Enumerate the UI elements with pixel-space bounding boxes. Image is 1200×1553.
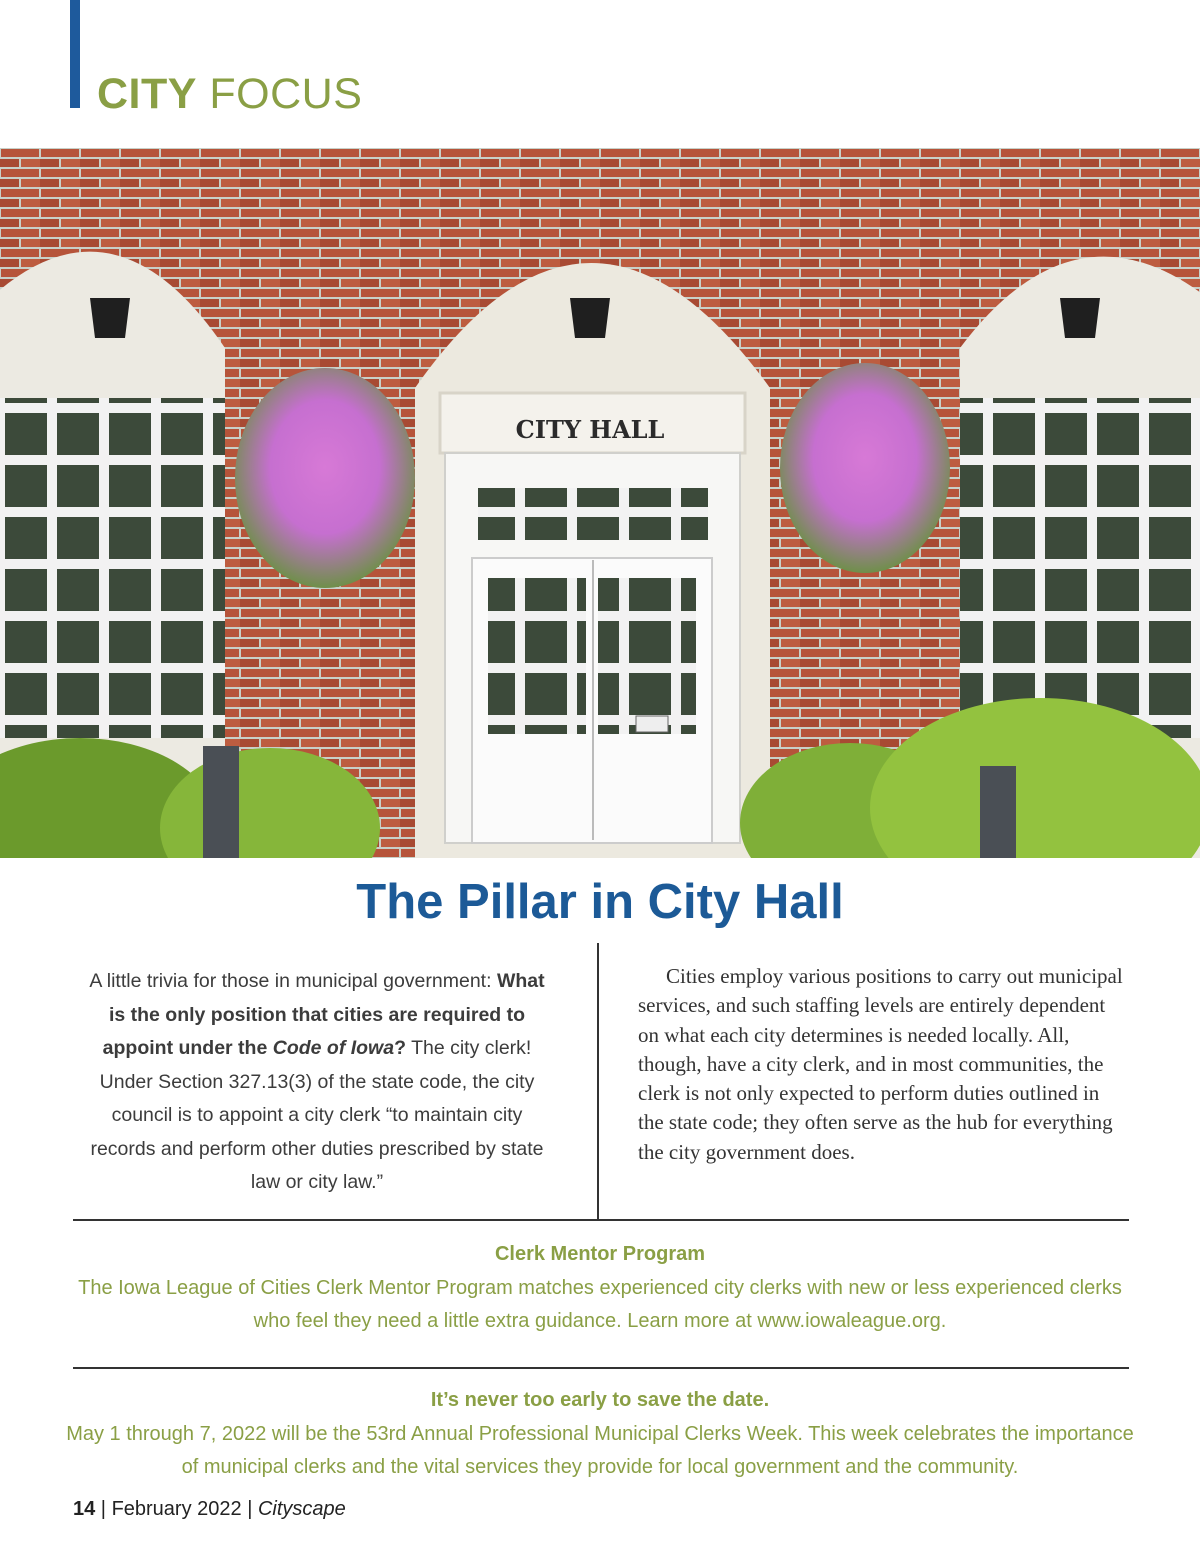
trivia-intro: A little trivia for those in municipal government:: [89, 970, 497, 992]
flower-basket-right: [780, 363, 950, 573]
right-door-glass: [598, 578, 696, 734]
trivia-column: [82, 965, 552, 1200]
accessible-sign: [636, 716, 668, 732]
article-title: The Pillar in City Hall: [356, 875, 844, 929]
callout-heading: It’s never too early to save the date.: [430, 1389, 770, 1411]
callout-body: The Iowa League of Cities Clerk Mentor Program matches experienced city clerks with new or less experienced clerks who feel they need a little extra guidance. Learn more at www.iowaleague.org.: [78, 1277, 1122, 1332]
footer-sep: |: [241, 1498, 258, 1520]
door-split: [592, 560, 594, 840]
page-number: 14: [73, 1498, 96, 1520]
body-column: Cities employ various positions to carry out municipal services, and such staffing levels are entirely dependent on what each city determines is needed locally. All, though, have a city clerk, and in most communities, the clerk is not only expected to perform duties outlined in the state code; they often serve as the hub for everything the city government does.: [638, 964, 1123, 1164]
section-label: [97, 68, 362, 120]
publication-name: Cityscape: [257, 1498, 346, 1520]
city-hall-photo: [0, 148, 1200, 858]
rule-middle: [73, 1367, 1129, 1369]
section-label-rest: FOCUS: [196, 70, 363, 118]
bollard-light-right: [980, 766, 1016, 858]
callout-body: May 1 through 7, 2022 will be the 53rd Annual Professional Municipal Clerks Week. This week celebrates the importance of municipal clerks and the vital services they provide for local government and the community.: [66, 1423, 1134, 1478]
left-door-glass: [488, 578, 586, 734]
clerk-mentor-callout: [60, 1240, 1140, 1338]
right-window: [960, 398, 1200, 738]
bollard-light-left: [203, 746, 239, 858]
callout-heading: Clerk Mentor Program: [494, 1243, 706, 1265]
left-window: [0, 398, 225, 738]
flower-basket-left: [235, 368, 415, 588]
trivia-answer: The city clerk! Under Section 327.13(3) of the state code, the city council is to appoint a city clerk “to maintain city records and perform other duties prescribed by state law or city law.”: [90, 1037, 544, 1193]
save-the-date-callout: [60, 1386, 1140, 1484]
city-hall-sign: CITY HALL: [515, 415, 665, 444]
accent-bar: [70, 0, 80, 108]
trivia-question-b: ?: [394, 1037, 406, 1059]
transom-window: [478, 488, 708, 540]
issue-date: February 2022: [111, 1498, 242, 1520]
trivia-question-a: What is the only position that cities are required to appoint under the: [102, 970, 545, 1059]
rule-top: [73, 1219, 1129, 1221]
code-of-iowa: Code of Iowa: [272, 1037, 395, 1059]
footer-sep: |: [95, 1498, 112, 1520]
column-divider: [597, 943, 599, 1219]
section-label-bold: CITY: [97, 70, 197, 118]
page-footer: [73, 1498, 346, 1521]
